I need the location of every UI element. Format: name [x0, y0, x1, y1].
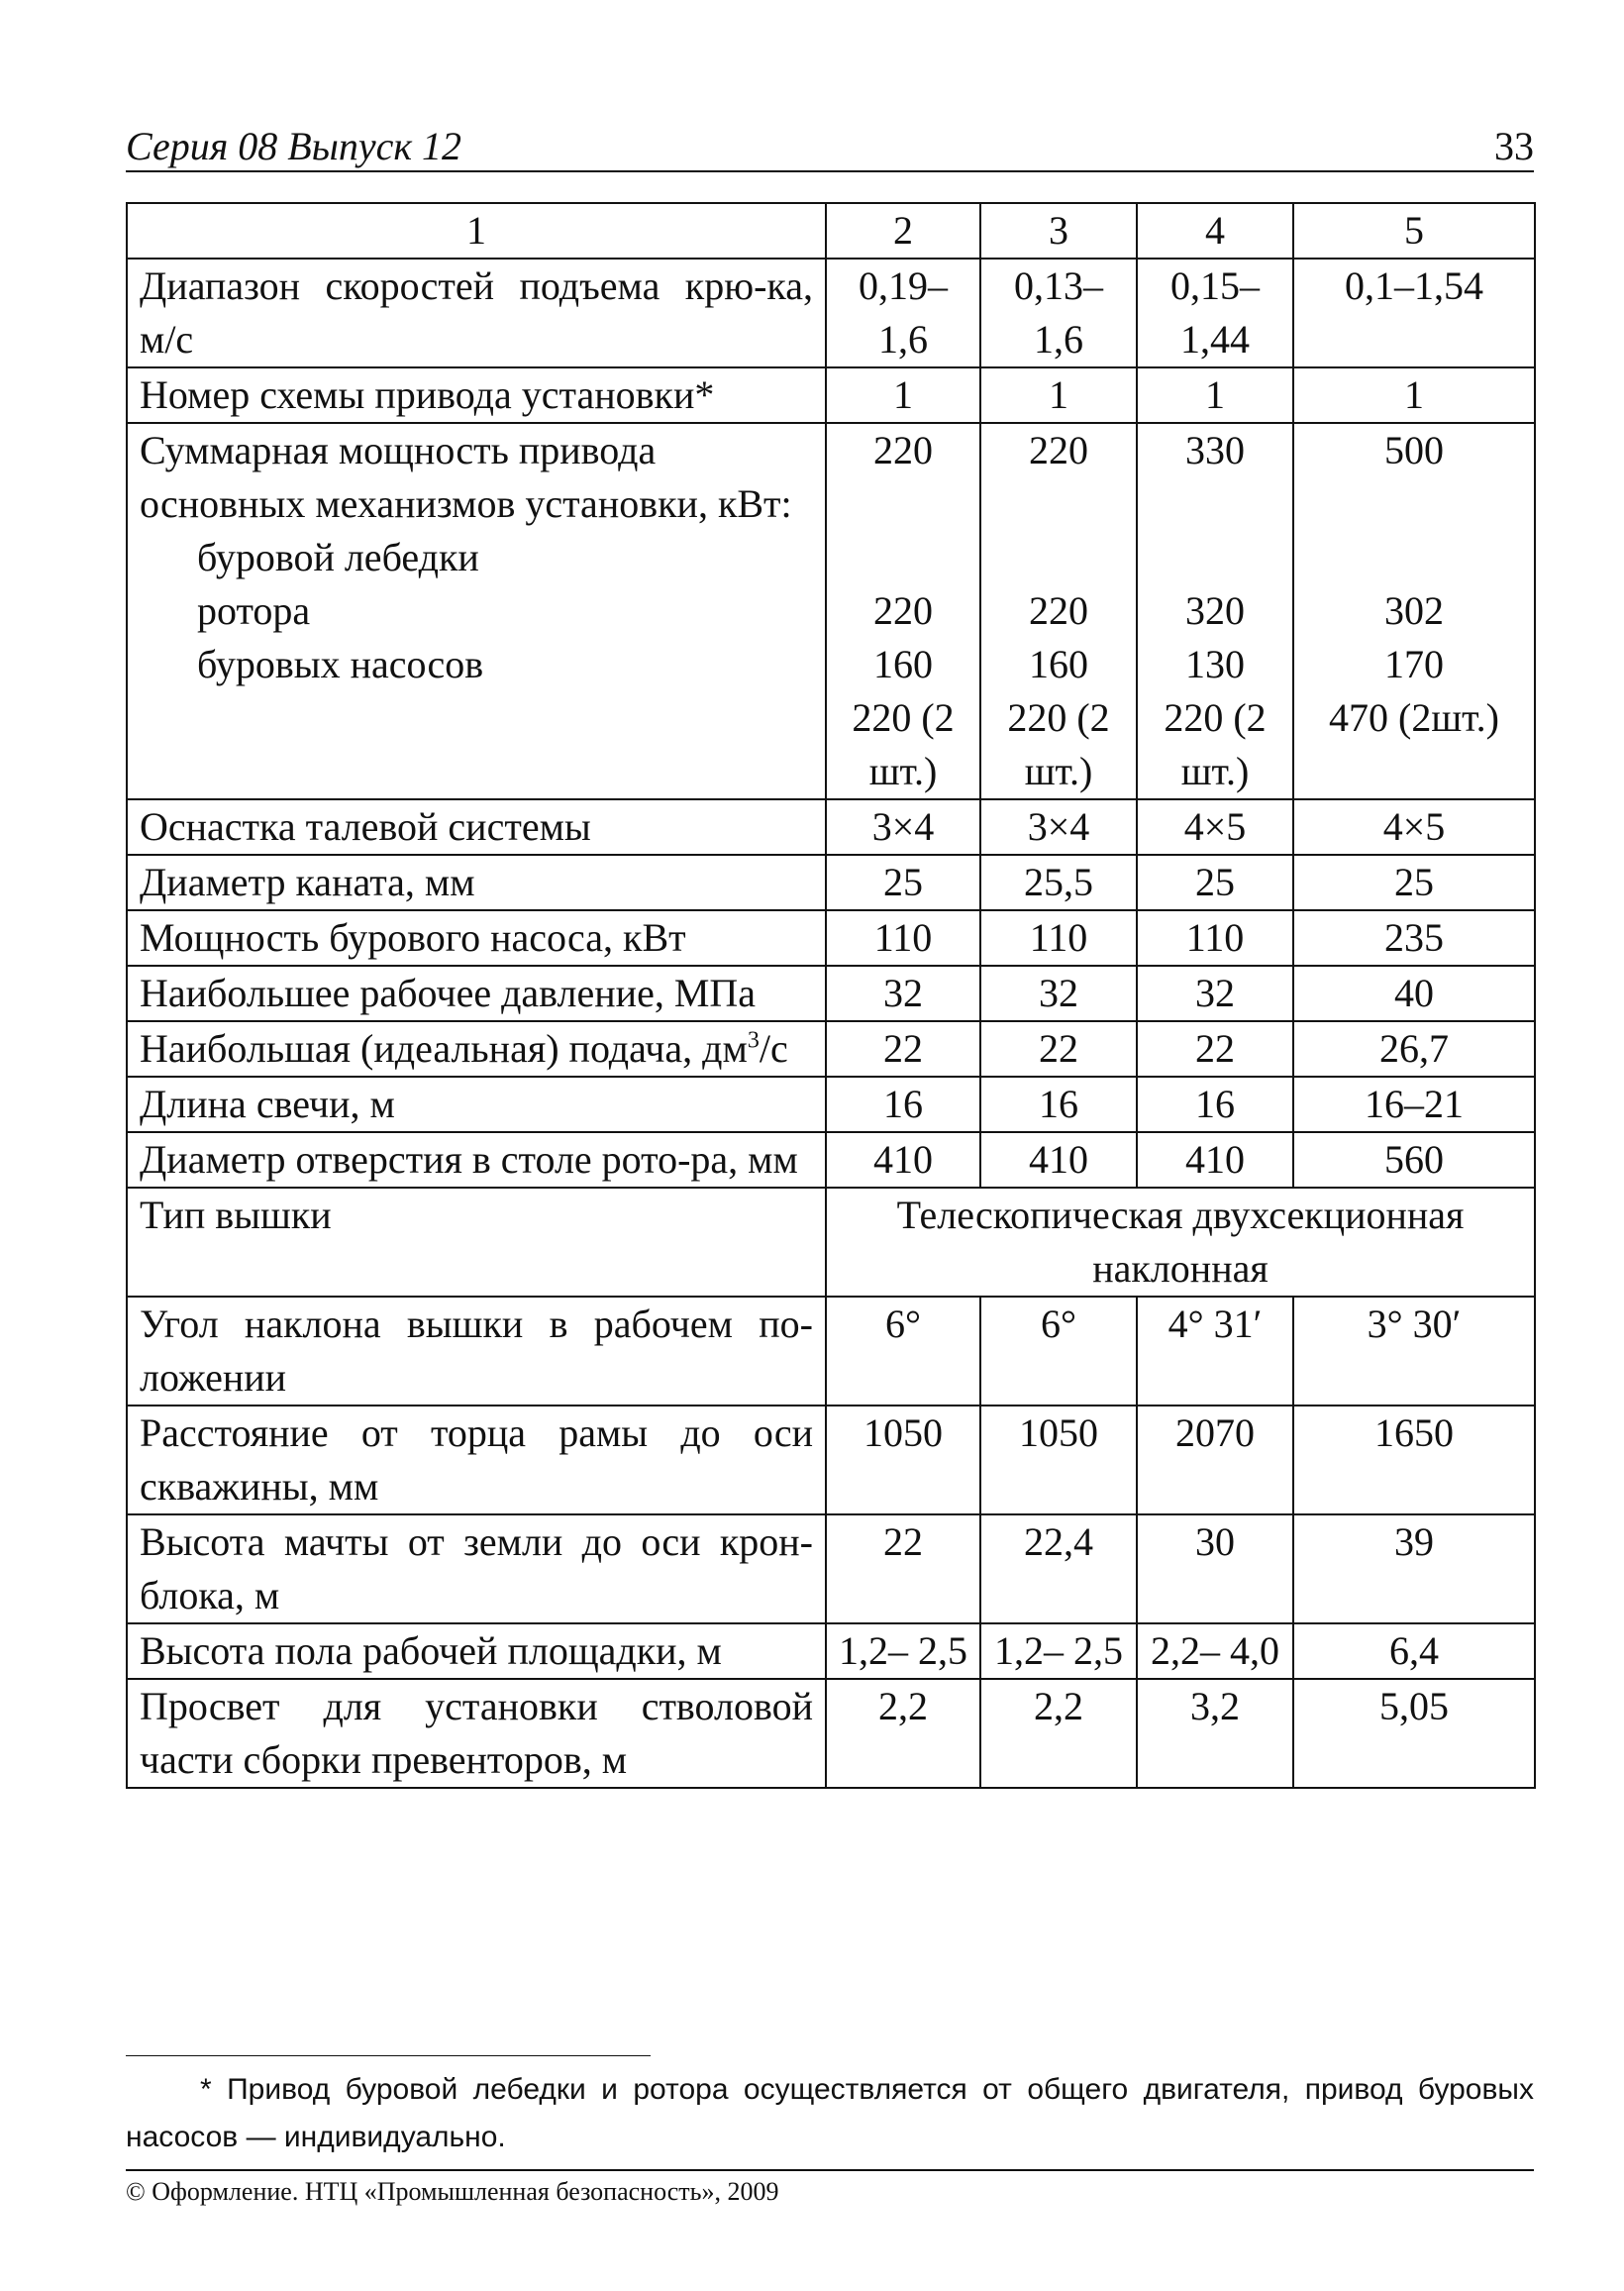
cell-value: 1050 — [826, 1406, 980, 1514]
cell-value: 1050 — [980, 1406, 1137, 1514]
row-label: Диаметр каната, мм — [127, 855, 826, 910]
cell-value: 0,13– 1,6 — [980, 259, 1137, 367]
column-header: 1 — [127, 203, 826, 259]
cell-value: 4° 31′ — [1137, 1297, 1293, 1406]
row-label: Суммарная мощность привода основных механизмов установки, кВт: — [140, 428, 792, 526]
cell-value: 22 — [1137, 1021, 1293, 1077]
cell-value: 4×5 — [1137, 799, 1293, 855]
cell-value: 220 (2 шт.) — [852, 695, 955, 793]
cell-value: 302 — [1384, 588, 1444, 633]
cell-value: 6° — [980, 1297, 1137, 1406]
row-label: Тип вышки — [127, 1188, 826, 1297]
cell-value: 1,2– 2,5 — [826, 1623, 980, 1679]
row-label-group — [127, 423, 826, 799]
cell-value: 2,2 — [826, 1679, 980, 1788]
cell-value: 0,19– 1,6 — [826, 259, 980, 367]
cell-value: 39 — [1293, 1514, 1535, 1623]
cell-value: 16 — [980, 1077, 1137, 1132]
cell-value: 1 — [980, 367, 1137, 423]
table-row — [127, 1021, 1535, 1077]
cell-value: 6,4 — [1293, 1623, 1535, 1679]
cell-value: 110 — [1137, 910, 1293, 966]
copyright: © Оформление. НТЦ «Промышленная безопасность», 2009 — [126, 2177, 779, 2206]
cell-value: 2,2– 4,0 — [1137, 1623, 1293, 1679]
cell-value: 110 — [826, 910, 980, 966]
cell-value: 160 — [1029, 642, 1088, 686]
cell-value: 25 — [1137, 855, 1293, 910]
table-row — [127, 1514, 1535, 1623]
cell-value: 5,05 — [1293, 1679, 1535, 1788]
table-row — [127, 1679, 1535, 1788]
row-label: Наибольшая (идеальная) подача, дм — [140, 1026, 748, 1071]
row-label-tail: /с — [759, 1026, 788, 1071]
cell-group — [826, 423, 980, 799]
table-row — [127, 1188, 1535, 1297]
table-row — [127, 367, 1535, 423]
cell-value: 1,2– 2,5 — [980, 1623, 1137, 1679]
table-header-row — [127, 203, 1535, 259]
sub-label-winch: буровой лебедки — [197, 535, 479, 579]
cell-value: 40 — [1293, 966, 1535, 1021]
row-label: Номер схемы привода установки* — [127, 367, 826, 423]
cell-value: 25 — [826, 855, 980, 910]
table-row — [127, 799, 1535, 855]
row-label: Расстояние от торца рамы до оси скважины, мм — [127, 1406, 826, 1514]
cell-value: 3° 30′ — [1293, 1297, 1535, 1406]
cell-value: 2,2 — [980, 1679, 1137, 1788]
cell-value: 3,2 — [1137, 1679, 1293, 1788]
cell-value: 22,4 — [980, 1514, 1137, 1623]
sub-label-pumps: буровых насосов — [197, 642, 484, 686]
cell-value: 0,15– 1,44 — [1137, 259, 1293, 367]
cell-value: 410 — [1137, 1132, 1293, 1188]
table-row-power — [127, 423, 1535, 799]
cell-value: 220 — [873, 428, 933, 472]
table-row — [127, 1132, 1535, 1188]
table-row — [127, 1623, 1535, 1679]
cell-value: 0,1–1,54 — [1293, 259, 1535, 367]
specs-table — [126, 202, 1536, 1789]
cell-group — [1293, 423, 1535, 799]
cell-value: 22 — [826, 1514, 980, 1623]
page-number: 33 — [1494, 124, 1534, 168]
cell-value: 410 — [826, 1132, 980, 1188]
table-row — [127, 1297, 1535, 1406]
table-row — [127, 1077, 1535, 1132]
cell-value: 170 — [1384, 642, 1444, 686]
cell-value: 25 — [1293, 855, 1535, 910]
row-label: Угол наклона вышки в рабочем по-ложении — [127, 1297, 826, 1406]
superscript: 3 — [747, 1027, 760, 1054]
cell-value: 26,7 — [1293, 1021, 1535, 1077]
row-label: Высота мачты от земли до оси крон-блока, м — [127, 1514, 826, 1623]
row-label-flow — [127, 1021, 826, 1077]
row-label: Высота пола рабочей площадки, м — [127, 1623, 826, 1679]
cell-value: 30 — [1137, 1514, 1293, 1623]
column-header: 5 — [1293, 203, 1535, 259]
cell-value: 220 (2 шт.) — [1007, 695, 1110, 793]
cell-value: 3×4 — [826, 799, 980, 855]
cell-value: 470 (2шт.) — [1329, 695, 1499, 740]
cell-value: 220 — [1029, 588, 1088, 633]
cell-value: 110 — [980, 910, 1137, 966]
cell-value: 500 — [1384, 428, 1444, 472]
row-label: Оснастка талевой системы — [127, 799, 826, 855]
cell-value: 22 — [980, 1021, 1137, 1077]
row-label: Наибольшее рабочее давление, МПа — [127, 966, 826, 1021]
table-row — [127, 259, 1535, 367]
cell-value: 16–21 — [1293, 1077, 1535, 1132]
cell-value: 6° — [826, 1297, 980, 1406]
cell-value: 2070 — [1137, 1406, 1293, 1514]
cell-group — [1137, 423, 1293, 799]
cell-value: 320 — [1185, 588, 1245, 633]
row-label: Мощность бурового насоса, кВт — [127, 910, 826, 966]
row-label: Просвет для установки стволовой части сборки превенторов, м — [127, 1679, 826, 1788]
cell-value: 235 — [1293, 910, 1535, 966]
cell-value: 220 — [1029, 428, 1088, 472]
sub-label-rotor: ротора — [197, 588, 311, 633]
bottom-divider — [126, 2169, 1534, 2171]
cell-value: 22 — [826, 1021, 980, 1077]
table-row — [127, 910, 1535, 966]
cell-value: 160 — [873, 642, 933, 686]
cell-value: 32 — [826, 966, 980, 1021]
cell-value: 330 — [1185, 428, 1245, 472]
column-header: 3 — [980, 203, 1137, 259]
cell-value: 220 — [873, 588, 933, 633]
footnote-divider — [126, 2055, 651, 2056]
cell-value: 32 — [980, 966, 1137, 1021]
page-header — [126, 117, 1534, 172]
row-label: Длина свечи, м — [127, 1077, 826, 1132]
cell-value: 1 — [1293, 367, 1535, 423]
cell-value: 3×4 — [980, 799, 1137, 855]
table-row — [127, 1406, 1535, 1514]
table-row — [127, 855, 1535, 910]
cell-value: 410 — [980, 1132, 1137, 1188]
cell-value: 4×5 — [1293, 799, 1535, 855]
cell-value: 25,5 — [980, 855, 1137, 910]
footnote: * Привод буровой лебедки и ротора осуществляется от общего двигателя, привод буровых насосов — индивидуально. — [126, 2073, 1534, 2153]
cell-value: 32 — [1137, 966, 1293, 1021]
cell-value: 560 — [1293, 1132, 1535, 1188]
column-header: 2 — [826, 203, 980, 259]
cell-value: 1 — [826, 367, 980, 423]
cell-value: 220 (2 шт.) — [1164, 695, 1267, 793]
series-title: Серия 08 Выпуск 12 — [126, 124, 462, 168]
row-label: Диапазон скоростей подъема крю-ка, м/с — [127, 259, 826, 367]
table-row — [127, 966, 1535, 1021]
row-label: Диаметр отверстия в столе рото-ра, мм — [127, 1132, 826, 1188]
merged-cell-value: Телескопическая двухсекционная наклонная — [826, 1188, 1535, 1297]
cell-value: 16 — [826, 1077, 980, 1132]
cell-value: 130 — [1185, 642, 1245, 686]
cell-value: 16 — [1137, 1077, 1293, 1132]
cell-group — [980, 423, 1137, 799]
cell-value: 1 — [1137, 367, 1293, 423]
column-header: 4 — [1137, 203, 1293, 259]
cell-value: 1650 — [1293, 1406, 1535, 1514]
